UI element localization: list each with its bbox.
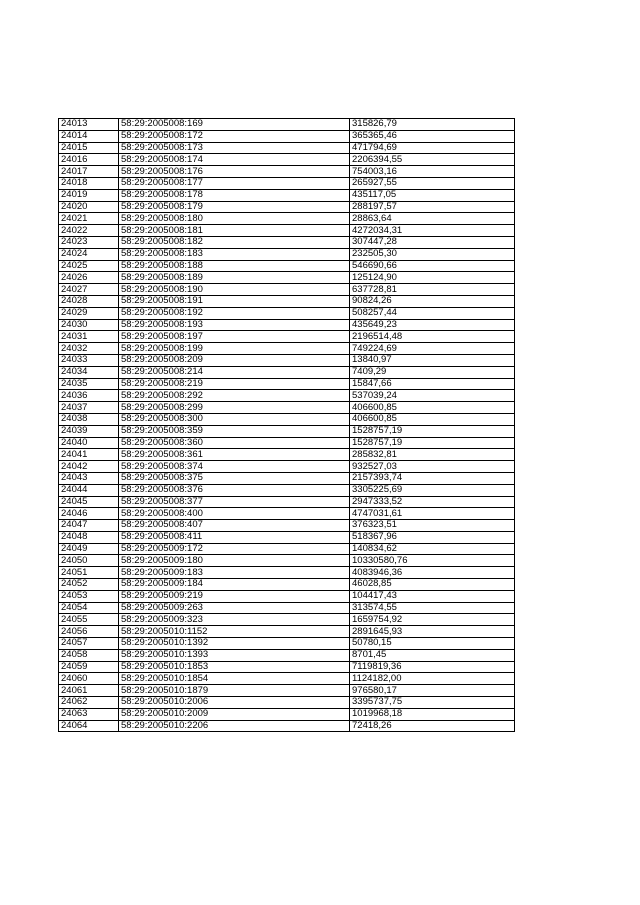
table-row	[59, 189, 515, 201]
cadastral-number-cell: 58:29:2005008:219	[119, 378, 350, 390]
table-row	[59, 236, 515, 248]
table-row	[59, 177, 515, 189]
cadastral-number-cell: 58:29:2005009:323	[119, 614, 350, 626]
table-row	[59, 402, 515, 414]
value-cell: 435649,23	[350, 319, 515, 331]
table-row	[59, 567, 515, 579]
table-row	[59, 284, 515, 296]
row-number-cell: 24034	[59, 366, 119, 378]
table-body	[59, 119, 515, 732]
cadastral-number-cell: 58:29:2005009:172	[119, 543, 350, 555]
table-row	[59, 590, 515, 602]
value-cell: 307447,28	[350, 236, 515, 248]
cadastral-number-cell: 58:29:2005008:192	[119, 307, 350, 319]
value-cell: 125124,90	[350, 272, 515, 284]
row-number-cell: 24063	[59, 708, 119, 720]
value-cell: 2196514,48	[350, 331, 515, 343]
value-cell: 1659754,92	[350, 614, 515, 626]
table-row	[59, 248, 515, 260]
table-row	[59, 484, 515, 496]
table-row	[59, 260, 515, 272]
row-number-cell: 24055	[59, 614, 119, 626]
cadastral-number-cell: 58:29:2005008:359	[119, 425, 350, 437]
row-number-cell: 24026	[59, 272, 119, 284]
cadastral-number-cell: 58:29:2005010:2006	[119, 697, 350, 709]
table-row	[59, 579, 515, 591]
cadastral-number-cell: 58:29:2005008:374	[119, 461, 350, 473]
row-number-cell: 24014	[59, 130, 119, 142]
cadastral-number-cell: 58:29:2005009:219	[119, 590, 350, 602]
row-number-cell: 24024	[59, 248, 119, 260]
row-number-cell: 24033	[59, 354, 119, 366]
row-number-cell: 24046	[59, 508, 119, 520]
row-number-cell: 24023	[59, 236, 119, 248]
table-row	[59, 520, 515, 532]
value-cell: 50780,15	[350, 638, 515, 650]
value-cell: 537039,24	[350, 390, 515, 402]
value-cell: 518367,96	[350, 531, 515, 543]
cadastral-number-cell: 58:29:2005008:182	[119, 236, 350, 248]
table-row	[59, 319, 515, 331]
table-row	[59, 225, 515, 237]
row-number-cell: 24041	[59, 449, 119, 461]
table-row	[59, 531, 515, 543]
row-number-cell: 24057	[59, 638, 119, 650]
table-row	[59, 130, 515, 142]
cadastral-number-cell: 58:29:2005008:174	[119, 154, 350, 166]
row-number-cell: 24015	[59, 142, 119, 154]
row-number-cell: 24037	[59, 402, 119, 414]
value-cell: 406600,85	[350, 402, 515, 414]
cadastral-number-cell: 58:29:2005008:197	[119, 331, 350, 343]
cadastral-number-cell: 58:29:2005008:172	[119, 130, 350, 142]
row-number-cell: 24040	[59, 437, 119, 449]
table-row	[59, 142, 515, 154]
table-row	[59, 638, 515, 650]
row-number-cell: 24019	[59, 189, 119, 201]
cadastral-number-cell: 58:29:2005008:191	[119, 295, 350, 307]
value-cell: 2206394,55	[350, 154, 515, 166]
row-number-cell: 24021	[59, 213, 119, 225]
cadastral-number-cell: 58:29:2005010:1854	[119, 673, 350, 685]
row-number-cell: 24027	[59, 284, 119, 296]
table-row	[59, 649, 515, 661]
value-cell: 1019968,18	[350, 708, 515, 720]
value-cell: 10330580,76	[350, 555, 515, 567]
cadastral-number-cell: 58:29:2005008:173	[119, 142, 350, 154]
row-number-cell: 24047	[59, 520, 119, 532]
table-row	[59, 354, 515, 366]
cadastral-number-cell: 58:29:2005008:361	[119, 449, 350, 461]
cadastral-number-cell: 58:29:2005008:199	[119, 343, 350, 355]
value-cell: 508257,44	[350, 307, 515, 319]
row-number-cell: 24061	[59, 685, 119, 697]
table-row	[59, 720, 515, 732]
cadastral-number-cell: 58:29:2005010:1393	[119, 649, 350, 661]
value-cell: 28863,64	[350, 213, 515, 225]
table-row	[59, 614, 515, 626]
cadastral-number-cell: 58:29:2005008:177	[119, 177, 350, 189]
row-number-cell: 24044	[59, 484, 119, 496]
value-cell: 754003,16	[350, 166, 515, 178]
value-cell: 104417,43	[350, 590, 515, 602]
table-row	[59, 449, 515, 461]
table-row	[59, 437, 515, 449]
row-number-cell: 24016	[59, 154, 119, 166]
cadastral-number-cell: 58:29:2005008:376	[119, 484, 350, 496]
row-number-cell: 24056	[59, 626, 119, 638]
table-row	[59, 390, 515, 402]
cadastral-number-cell: 58:29:2005009:184	[119, 579, 350, 591]
table-row	[59, 201, 515, 213]
value-cell: 376323,51	[350, 520, 515, 532]
value-cell: 3305225,69	[350, 484, 515, 496]
row-number-cell: 24051	[59, 567, 119, 579]
table-row	[59, 166, 515, 178]
cadastral-number-cell: 58:29:2005008:411	[119, 531, 350, 543]
row-number-cell: 24064	[59, 720, 119, 732]
cadastral-number-cell: 58:29:2005008:300	[119, 413, 350, 425]
cadastral-number-cell: 58:29:2005010:2009	[119, 708, 350, 720]
value-cell: 4272034,31	[350, 225, 515, 237]
row-number-cell: 24039	[59, 425, 119, 437]
row-number-cell: 24030	[59, 319, 119, 331]
cadastral-number-cell: 58:29:2005008:360	[119, 437, 350, 449]
cadastral-number-cell: 58:29:2005010:1879	[119, 685, 350, 697]
cadastral-number-cell: 58:29:2005008:178	[119, 189, 350, 201]
table-row	[59, 708, 515, 720]
row-number-cell: 24059	[59, 661, 119, 673]
row-number-cell: 24032	[59, 343, 119, 355]
cadastral-number-cell: 58:29:2005009:183	[119, 567, 350, 579]
cadastral-number-cell: 58:29:2005008:407	[119, 520, 350, 532]
value-cell: 546690,66	[350, 260, 515, 272]
row-number-cell: 24029	[59, 307, 119, 319]
cadastral-number-cell: 58:29:2005008:169	[119, 119, 350, 131]
cadastral-number-cell: 58:29:2005008:193	[119, 319, 350, 331]
cadastral-number-cell: 58:29:2005008:214	[119, 366, 350, 378]
table-row	[59, 461, 515, 473]
table-row	[59, 213, 515, 225]
row-number-cell: 24062	[59, 697, 119, 709]
row-number-cell: 24058	[59, 649, 119, 661]
cadastral-number-cell: 58:29:2005010:1392	[119, 638, 350, 650]
table-row	[59, 685, 515, 697]
value-cell: 637728,81	[350, 284, 515, 296]
row-number-cell: 24050	[59, 555, 119, 567]
value-cell: 976580,17	[350, 685, 515, 697]
cadastral-number-cell: 58:29:2005008:180	[119, 213, 350, 225]
cadastral-number-cell: 58:29:2005010:2206	[119, 720, 350, 732]
cadastral-number-cell: 58:29:2005008:181	[119, 225, 350, 237]
row-number-cell: 24054	[59, 602, 119, 614]
row-number-cell: 24036	[59, 390, 119, 402]
cadastral-number-cell: 58:29:2005008:176	[119, 166, 350, 178]
row-number-cell: 24045	[59, 496, 119, 508]
cadastral-number-cell: 58:29:2005008:179	[119, 201, 350, 213]
row-number-cell: 24022	[59, 225, 119, 237]
value-cell: 2947333,52	[350, 496, 515, 508]
value-cell: 406600,85	[350, 413, 515, 425]
cadastral-number-cell: 58:29:2005008:190	[119, 284, 350, 296]
value-cell: 932527,03	[350, 461, 515, 473]
table-row	[59, 295, 515, 307]
value-cell: 7409,29	[350, 366, 515, 378]
data-table	[58, 118, 515, 732]
value-cell: 435117,05	[350, 189, 515, 201]
row-number-cell: 24018	[59, 177, 119, 189]
value-cell: 285832,81	[350, 449, 515, 461]
value-cell: 232505,30	[350, 248, 515, 260]
table-row	[59, 154, 515, 166]
value-cell: 15847,66	[350, 378, 515, 390]
value-cell: 90824,26	[350, 295, 515, 307]
table-row	[59, 331, 515, 343]
value-cell: 72418,26	[350, 720, 515, 732]
value-cell: 2157393,74	[350, 472, 515, 484]
table-row	[59, 543, 515, 555]
table-row	[59, 697, 515, 709]
table-row	[59, 472, 515, 484]
value-cell: 7119819,36	[350, 661, 515, 673]
table-row	[59, 119, 515, 131]
cadastral-number-cell: 58:29:2005009:263	[119, 602, 350, 614]
table-row	[59, 496, 515, 508]
row-number-cell: 24042	[59, 461, 119, 473]
table-row	[59, 602, 515, 614]
spreadsheet-page	[58, 118, 515, 732]
cadastral-number-cell: 58:29:2005010:1152	[119, 626, 350, 638]
value-cell: 13840,97	[350, 354, 515, 366]
table-row	[59, 413, 515, 425]
cadastral-number-cell: 58:29:2005009:180	[119, 555, 350, 567]
value-cell: 315826,79	[350, 119, 515, 131]
cadastral-number-cell: 58:29:2005008:375	[119, 472, 350, 484]
row-number-cell: 24038	[59, 413, 119, 425]
value-cell: 1528757,19	[350, 437, 515, 449]
cadastral-number-cell: 58:29:2005008:189	[119, 272, 350, 284]
value-cell: 4747031,61	[350, 508, 515, 520]
value-cell: 313574,55	[350, 602, 515, 614]
table-row	[59, 343, 515, 355]
value-cell: 2891645,93	[350, 626, 515, 638]
row-number-cell: 24028	[59, 295, 119, 307]
table-row	[59, 673, 515, 685]
value-cell: 265927,55	[350, 177, 515, 189]
row-number-cell: 24013	[59, 119, 119, 131]
row-number-cell: 24031	[59, 331, 119, 343]
row-number-cell: 24020	[59, 201, 119, 213]
cadastral-number-cell: 58:29:2005008:400	[119, 508, 350, 520]
value-cell: 46028,85	[350, 579, 515, 591]
row-number-cell: 24025	[59, 260, 119, 272]
cadastral-number-cell: 58:29:2005008:209	[119, 354, 350, 366]
row-number-cell: 24052	[59, 579, 119, 591]
table-row	[59, 661, 515, 673]
cadastral-number-cell: 58:29:2005008:183	[119, 248, 350, 260]
value-cell: 3395737,75	[350, 697, 515, 709]
row-number-cell: 24035	[59, 378, 119, 390]
value-cell: 471794,69	[350, 142, 515, 154]
table-row	[59, 272, 515, 284]
value-cell: 8701,45	[350, 649, 515, 661]
cadastral-number-cell: 58:29:2005008:292	[119, 390, 350, 402]
cadastral-number-cell: 58:29:2005008:377	[119, 496, 350, 508]
value-cell: 365365,46	[350, 130, 515, 142]
value-cell: 140834,62	[350, 543, 515, 555]
table-row	[59, 555, 515, 567]
table-row	[59, 508, 515, 520]
value-cell: 288197,57	[350, 201, 515, 213]
cadastral-number-cell: 58:29:2005010:1853	[119, 661, 350, 673]
table-row	[59, 626, 515, 638]
value-cell: 4083946,36	[350, 567, 515, 579]
table-row	[59, 366, 515, 378]
row-number-cell: 24060	[59, 673, 119, 685]
table-row	[59, 378, 515, 390]
cadastral-number-cell: 58:29:2005008:299	[119, 402, 350, 414]
row-number-cell: 24048	[59, 531, 119, 543]
value-cell: 749224,69	[350, 343, 515, 355]
row-number-cell: 24043	[59, 472, 119, 484]
row-number-cell: 24017	[59, 166, 119, 178]
row-number-cell: 24053	[59, 590, 119, 602]
table-row	[59, 307, 515, 319]
value-cell: 1528757,19	[350, 425, 515, 437]
row-number-cell: 24049	[59, 543, 119, 555]
table-row	[59, 425, 515, 437]
cadastral-number-cell: 58:29:2005008:188	[119, 260, 350, 272]
value-cell: 1124182,00	[350, 673, 515, 685]
